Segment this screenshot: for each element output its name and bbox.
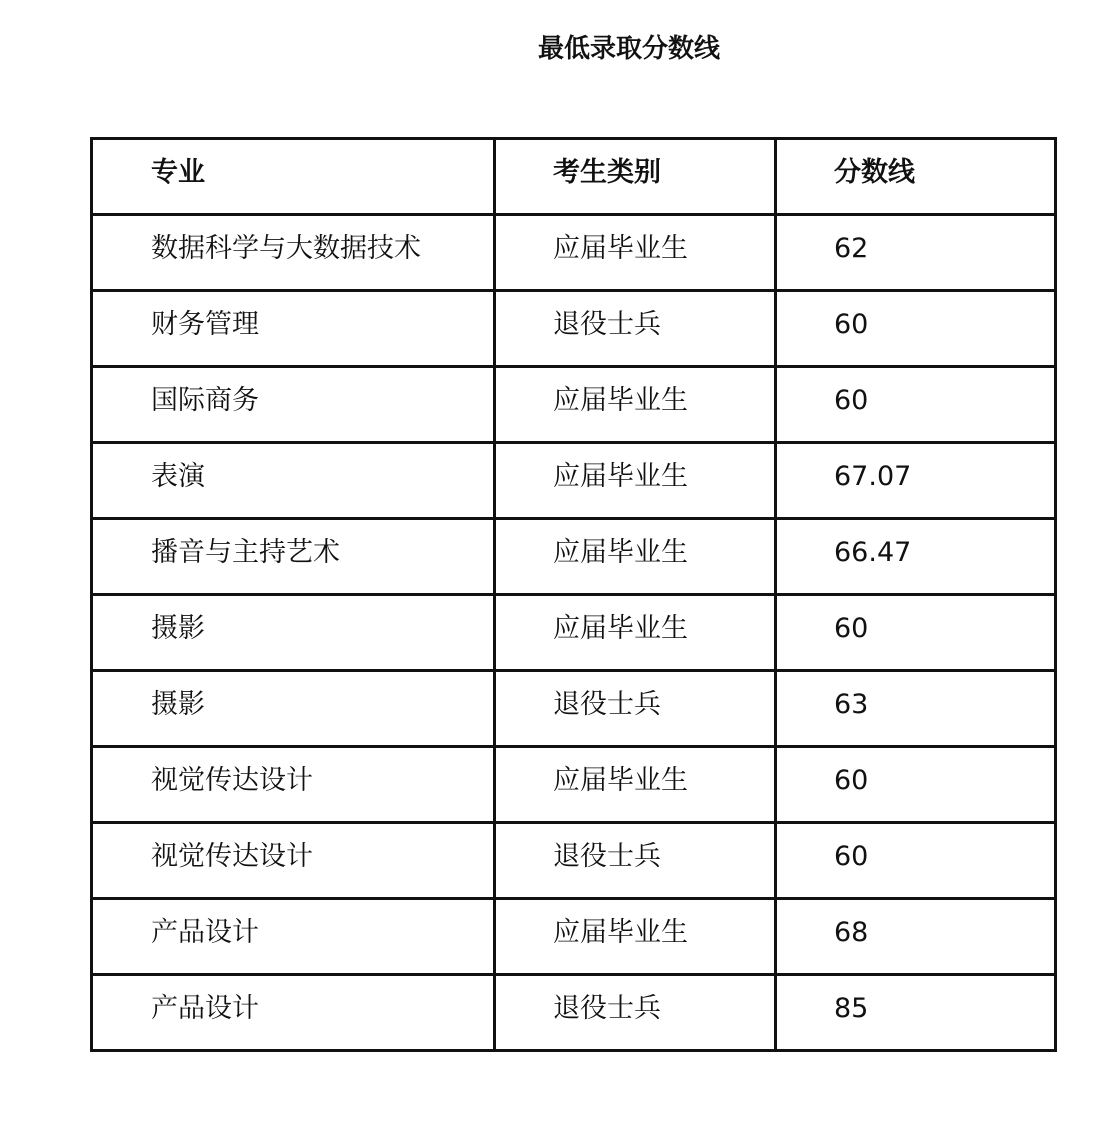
cell-score: 63: [776, 671, 1056, 747]
cell-score: 68: [776, 899, 1056, 975]
cell-category: 应届毕业生: [495, 899, 776, 975]
header-category: 考生类别: [495, 139, 776, 215]
cell-major: 视觉传达设计: [92, 823, 495, 899]
cell-category: 应届毕业生: [495, 443, 776, 519]
table-row: [92, 671, 1056, 747]
table-row: [92, 747, 1056, 823]
table-row: [92, 367, 1056, 443]
table-row: [92, 595, 1056, 671]
header-score: 分数线: [776, 139, 1056, 215]
table-row: [92, 899, 1056, 975]
cell-score: 60: [776, 291, 1056, 367]
cell-category: 应届毕业生: [495, 367, 776, 443]
cell-score: 85: [776, 975, 1056, 1051]
cell-major: 视觉传达设计: [92, 747, 495, 823]
cell-major: 摄影: [92, 595, 495, 671]
table-header-row: [92, 139, 1056, 215]
table-row: [92, 291, 1056, 367]
cell-major: 摄影: [92, 671, 495, 747]
cell-category: 退役士兵: [495, 823, 776, 899]
cell-category: 应届毕业生: [495, 519, 776, 595]
header-major: 专业: [92, 139, 495, 215]
cell-score: 60: [776, 595, 1056, 671]
table-row: [92, 443, 1056, 519]
cell-score: 62: [776, 215, 1056, 291]
cell-category: 退役士兵: [495, 975, 776, 1051]
table-row: [92, 975, 1056, 1051]
cell-score: 67.07: [776, 443, 1056, 519]
cell-major: 产品设计: [92, 975, 495, 1051]
cell-major: 国际商务: [92, 367, 495, 443]
cell-major: 产品设计: [92, 899, 495, 975]
cell-score: 66.47: [776, 519, 1056, 595]
table-row: [92, 215, 1056, 291]
cell-category: 退役士兵: [495, 671, 776, 747]
cell-category: 应届毕业生: [495, 215, 776, 291]
cell-major: 数据科学与大数据技术: [92, 215, 495, 291]
cell-major: 财务管理: [92, 291, 495, 367]
cell-score: 60: [776, 747, 1056, 823]
cell-major: 表演: [92, 443, 495, 519]
table-row: [92, 519, 1056, 595]
admission-score-table: [90, 137, 1057, 1052]
cell-category: 应届毕业生: [495, 595, 776, 671]
cell-category: 退役士兵: [495, 291, 776, 367]
cell-category: 应届毕业生: [495, 747, 776, 823]
table-row: [92, 823, 1056, 899]
cell-score: 60: [776, 823, 1056, 899]
cell-score: 60: [776, 367, 1056, 443]
cell-major: 播音与主持艺术: [92, 519, 495, 595]
page-title: 最低录取分数线: [537, 34, 720, 64]
